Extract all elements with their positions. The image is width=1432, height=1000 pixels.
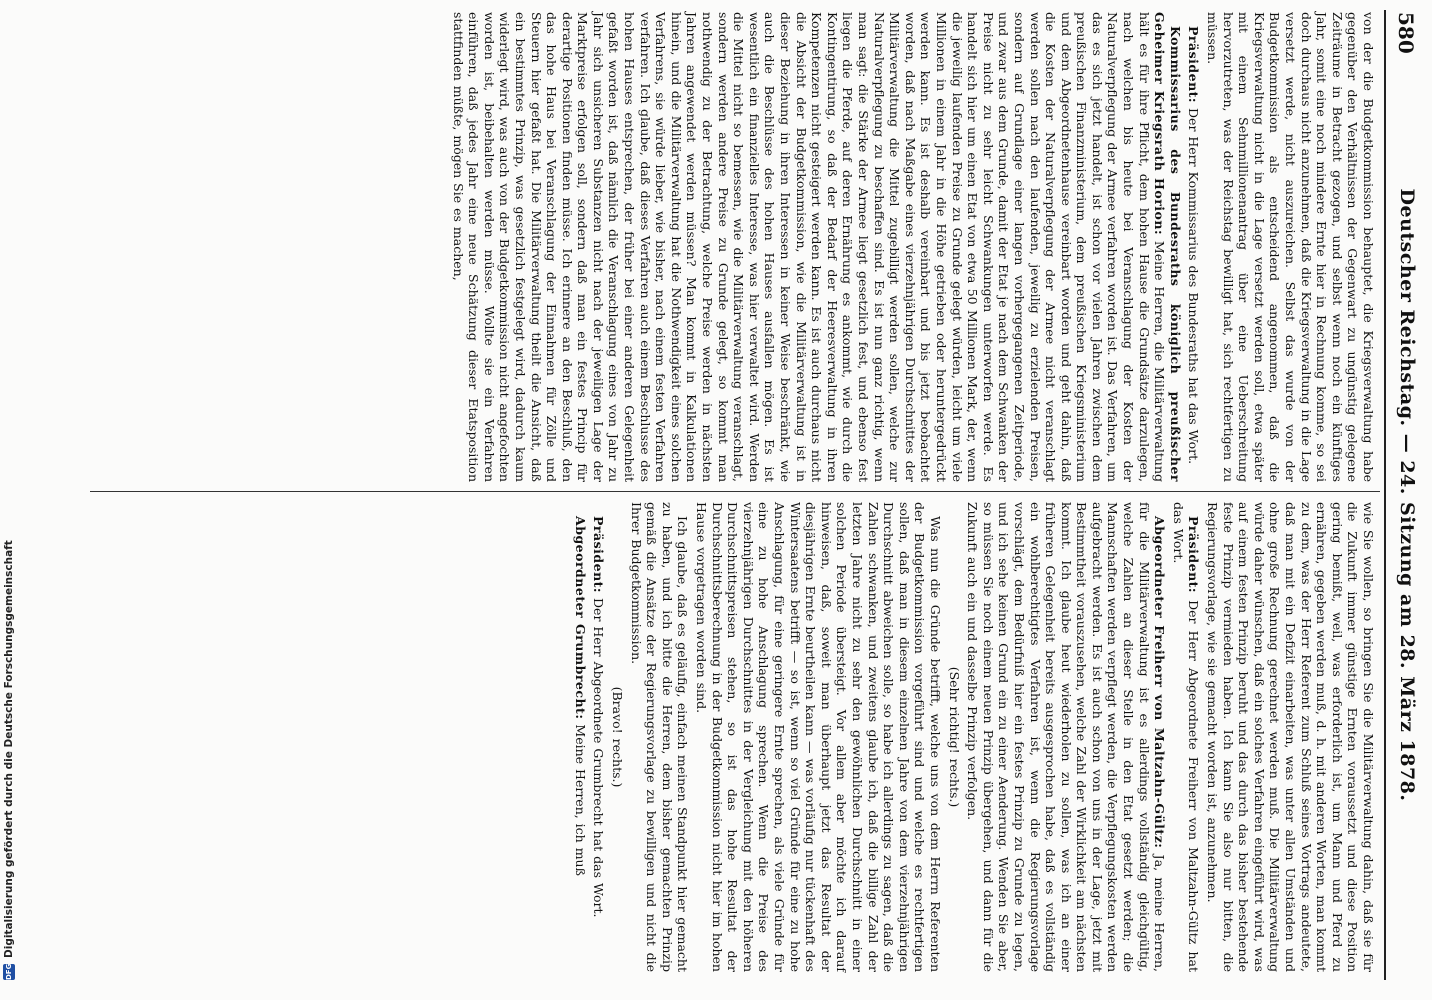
stage-direction: (Sehr richtig! rechts.) xyxy=(946,666,962,808)
speaker-name: Präsident: xyxy=(591,516,607,594)
digitization-note xyxy=(2,0,16,980)
speaker-name: Abgeordneter Freiherr von Maltzahn-Gültz: xyxy=(1152,516,1168,849)
text-paragraph: Was nun die Gründe betrifft, welche uns von dem Herrn Referenten der Budgetkommission vorgeführt sind und welche es rechtfertigen sollen, daß man in diesem einzelnen Jahre von dem vierzehnjährigen Durchschnitt abweichen solle, so habe ich allerdings zu sagen, daß die Zahlen schwanken, und zweitens glaube ich, daß die billige Zahl der letzten Jahre nicht zu sehr den gewöhnlichen Durchschnitt in einer solchen Periode übersteigt. Vor allem aber möchte ich darauf hinweisen, daß, soweit man überhaupt jetzt das Resultat der diesjährigen Ernte beurtheilen kann — was vorläufig nur tückenhaft des Wintersaatens betrifft — so ist, wenn so viel Gründe für eine zu hohe Anschlagung, für eine geringere Ernte sprechen, als viele Gründe für eine zu hohe Anschlagung sprechen. Wenn die Preise des vierzehnjährigen Durchschnittes in der Vergleichung mit den höheren Durchschnittspreisen stehen, so ist das hohe Resultat der Durchschnittsberechnung in der Budgetkommission nicht hier im hohen Hause vorgetragen worden sind. xyxy=(694,502,943,972)
page-header xyxy=(1384,10,1420,980)
speech-paragraph xyxy=(591,502,607,972)
speech-paragraph xyxy=(450,12,1183,482)
left-text-column xyxy=(447,12,1376,482)
page-title: Deutscher Reichstag. — 24. Sitzung am 28. März 1878. xyxy=(1396,188,1418,802)
column-divider xyxy=(90,491,1380,492)
dfg-logo: DFG xyxy=(5,963,13,980)
speech-text: Der Herr Kommissarius des Bundesraths hat das Wort. xyxy=(1186,103,1202,465)
text-paragraph: von der die Budgetkommission behauptet, die Kriegsverwaltung habe gegenüber den Verhältnissen der Gegenwart zu ungünstig gelegene Zeiträume in Betracht gezogen, und selbst wenn noch ein künftiges Jahr, somit eine noch mindere Ernte hier in Rechnung komme, so sei doch durchaus nicht anzunehmen, daß die Kriegsverwaltung in die Lage versetzt werde, nicht auszureichen. Selbst das wurde von der Budgetkommission als entscheidend angenommen, daß die Kriegsverwaltung nicht in die Lage versetzt werden soll, etwa später mit einem Sehnmillionenantrag über eine Ueberschreitung hervorzutreten, was der Reichstag bewilligt hat, sich rechtfertigen zu müssen. xyxy=(1205,12,1376,483)
right-text-column xyxy=(569,502,1376,972)
speech-text: Der Herr Abgeordnete Grumbrecht hat das Wort. xyxy=(591,593,607,918)
speech-text: Meine Herren, die Militärverwaltung hält es für ihre Pflicht, dem hohen Hause die Grundsätze darzulegen, nach welchen bis heute bei Veranschlagung der Kosten der Naturalverpflegung der Armee verfahren worden ist. Das Verfahren, um das es sich jetzt handelt, ist schon vor vielen Jahren zwischen dem preußischen Finanzministerium, dem preußischen Kriegsministerium und dem Abgeordnetenhause vereinbart worden und geht dahin, daß die Kosten der Naturalverpflegung der Armee nicht veranschlagt werden sollen nach den laufenden, jeweilig zu erzielenden Preisen, sondern auf Grundlage einer langen vorhergegangenen Zeitperiode, und zwar aus dem Grunde, damit der Etat je nach dem Schwanken der Preise nicht zu sehr leicht Schwankungen unterworfen werde. Es handelt sich hier um einen Etat von etwa 50 Millionen Mark, der, wenn die jeweilig laufenden Preise zu Grunde gelegt würden, leicht um viele Millionen in einem Jahr in die Höhe getrieben oder heruntergedrückt werden kann. Es ist deshalb vereinbart und bis jetzt beobachtet worden, daß nach Maßgabe eines vierzehnjährigen Durchschnittes der Militärverwaltung die Mittel zugebilligt werden sollen, welche zur Naturalverpflegung zu beschaffen sind. Es ist nun ganz richtig, wenn man sagt: die Stärke der Armee liegt gesetzlich fest, und ebenso fest liegen die Pferde, auf deren Ernährung es ankommt, wie durch die Kontingentirung, so daß der Bedarf der Heeresverwaltung in ihren Kompetenzen nicht gesteigert werden kann. Es ist auch durchaus nicht die Absicht der Budgetkommission, wie die Militärverwaltung ist in dieser Beziehung in ihren Interessen in keiner Weise beschränkt, wie auch die Beschlüsse des hohen Hauses ausfallen mögen. Es ist wesentlich ein finanzielles Interesse, was hier verwaltet wird. Werden die Mittel nicht so bemessen, wie die Militärverwaltung veranschlagt, sondern werden andere Preise zu Grunde gelegt, so kommt man nothwendig zu der Betrachtung, welche Preise werden in nächsten Jahren angewendet werden müssen? Man kommt in Kalkulationen hinein, und die Militärverwaltung hat die Nothwendigkeit eines solchen Verfahrens, sie würde lieber, wie bisher, nach einem festen Verfahren verfahren. Ich glaube, daß dieses Verfahren auch einem Beschlusse des hohen Hauses entsprechen, der früher bei einer anderen Gelegenheit gefaßt worden ist, daß nämlich die Veranschlagung eines von Jahr zu Jahr sich unsicheren Substanzen nicht nach der jeweiligen Lage der Marktpreise erfolgen soll, sondern daß man ein festes Princip für derartige Positionen finden müsse. Ich erinnere an den Beschluß, den das hohe Haus bei Veranschlagung der Einnahmen für Zölle und Steuern hier gefaßt hat. Die Militärverwaltung theilt die Ansicht, daß ein bestimmtes Prinzip, was gesetzlich festgelegt wird, dadurch kaum widerlegt wird, was auch von der Budgetkommission nicht angefochten worden ist, beibehalten werden müsse. Wollte sie ein Verfahren einführen, daß jedes Jahr eine neue Schätzung dieser Etatsposition stattfinden müßte, mögen Sie es machen, xyxy=(450,12,1168,482)
stage-direction: (Bravo! rechts.) xyxy=(610,686,626,788)
speech-text: Ja, meine Herren, für die Militärverwaltung ist es allerdings vollständig gleichgültig, welche Zahlen an dieser Stelle in den Etat gesetzt werden; die Mannschaften werden verpflegt werden, die Verpflegungskosten werden aufgebracht werden. Es ist auch schon von uns in der Lage, jetzt mit Bestimmtheit vorauszusehen, welche Zahl der Wirklichkeit am nächsten kommt. Ich glaube heut wiederholen zu sollen, was ich an einer früheren Gelegenheit bereits ausgesprochen habe, daß es vollständig ein wohlberechtigtes Verfahren ist, wenn die Regierungsvorlage vorschlägt, dem Bedürfniß hier ein festes Prinzip zu Grunde zu legen, und ich sehe keinen Grund ein zu einer Aenderung. Wenden Sie aber, so müssen Sie noch einem neuen Prinzip übergehen, und dann für die Zukunft auch ein und dasselbe Prinzip verfolgen. xyxy=(965,502,1168,972)
page-number: 580 xyxy=(1394,12,1418,54)
speech-paragraph xyxy=(1186,12,1202,482)
text-paragraph: wie Sie wollen, so bringen Sie die Militärverwaltung dahin, daß sie für die Zukunft immer günstige Ernten voraussetzt und diese Position gering bemißt, weil, was erforderlich ist, um Mann und Pferd zu ernähren, gegeben werden muß, d. h. mit anderen Worten, man kommt zu dem, was der Herr Referent zum Schluß seines Vortrags andeutete, daß man mit ein Defizit einarbeiten, was unter allen Umständen und ohne große Rechnung gerechnet werden muß. Die Militärverwaltung würde daher wünschen, daß ein solches Verfahren eingeführt wird, was auf einem festen Prinzip beruht und das durch das bisher bestehende feste Prinzip vermieden haben. Ich kann Sie also nur bitten, die Regierungsvorlage, wie sie gemacht worden ist, anzunehmen. xyxy=(1205,502,1376,972)
speech-paragraph xyxy=(572,502,588,972)
speaker-name: Präsident: xyxy=(1186,26,1202,104)
speech-text: Meine Herren, ich muß xyxy=(572,719,588,876)
speaker-name: Abgeordneter Grumbrecht: xyxy=(572,516,588,720)
speech-text: Der Herr Abgeordnete Freiherr von Maltzahn-Gültz hat das Wort. xyxy=(1170,502,1202,972)
speaker-name: Präsident: xyxy=(1186,516,1202,594)
digitization-note-text: Digitalisierung gefördert durch die Deutsche Forschungsgemeinschaft xyxy=(3,540,15,958)
text-paragraph: Ich glaube, daß es geläufig, einfach meinen Standpunkt hier gemacht zu haben, und ich bitte die Herren, dem bisher gemachten Prinzip gemäß die Ansätze der Regierungsvorlage zu bewilligen und nicht die Ihrer Budgetkommission. xyxy=(628,502,691,972)
speech-paragraph xyxy=(965,502,1168,972)
rotated-document xyxy=(80,10,1420,980)
speaker-name: Kommissarius des Bundesraths königlich preußischer Geheimer Kriegsrath Horion: xyxy=(1152,12,1183,482)
speech-paragraph xyxy=(1170,502,1201,972)
